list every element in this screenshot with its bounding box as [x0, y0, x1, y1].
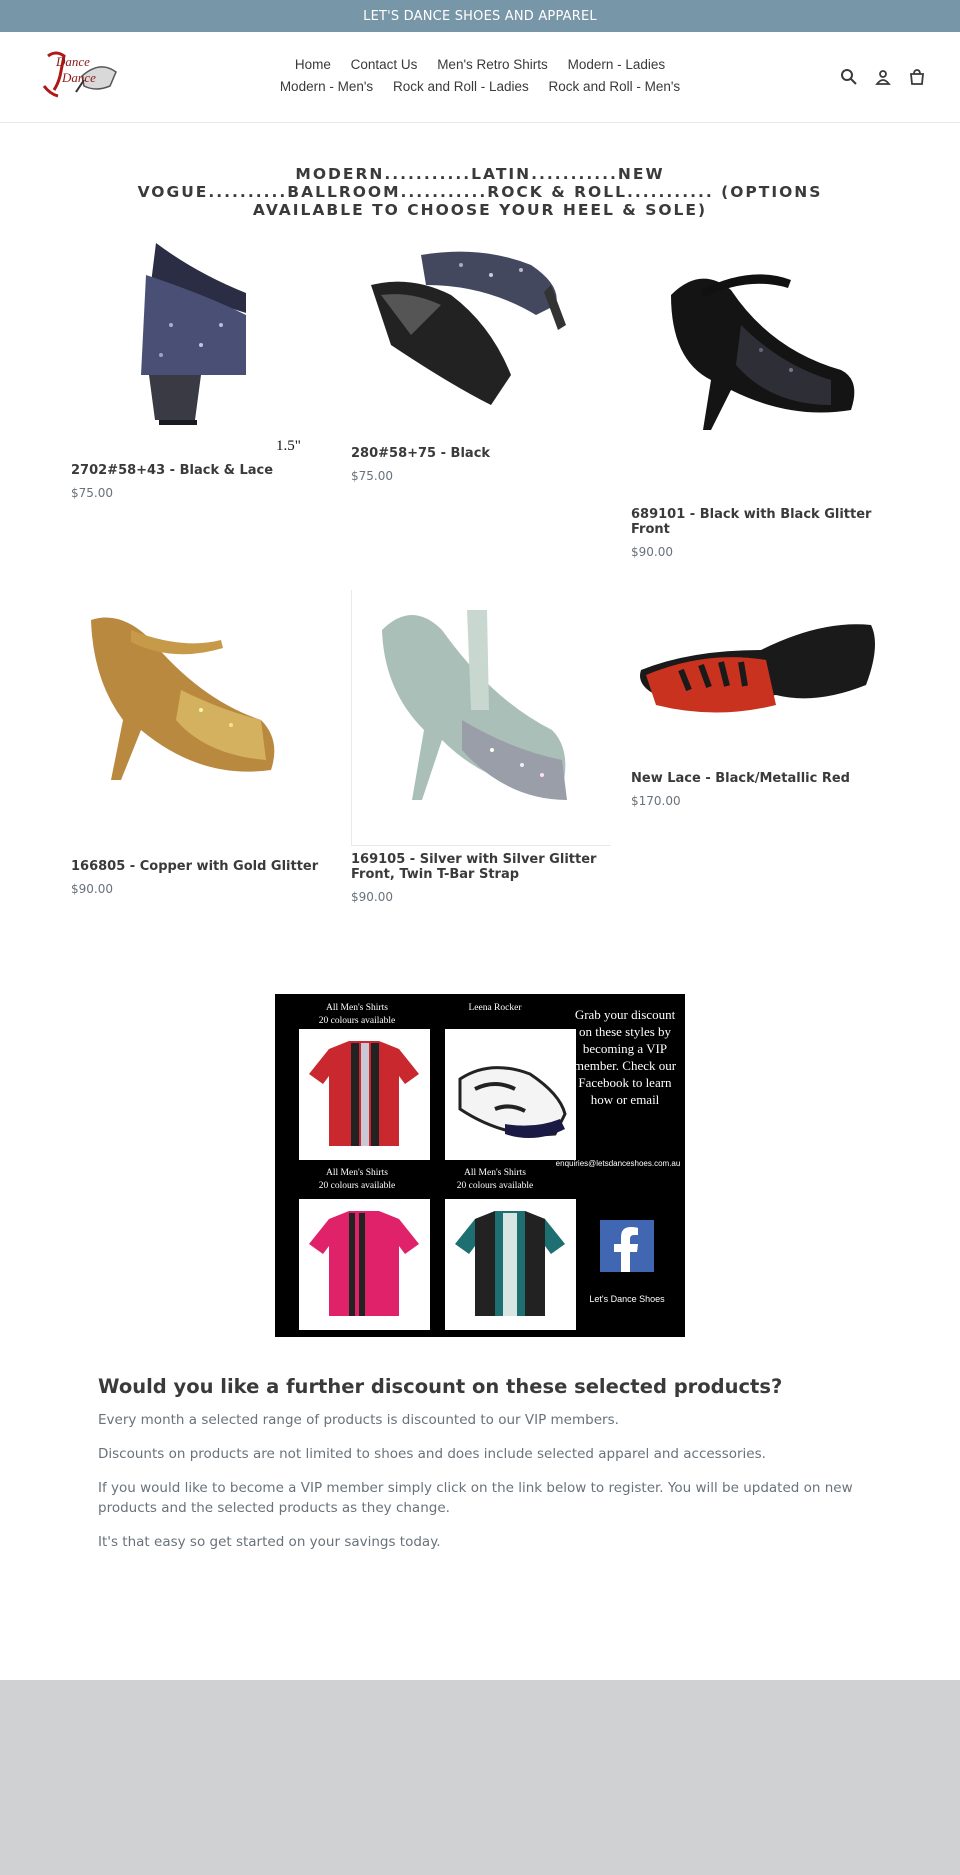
promo-banner[interactable] — [275, 994, 685, 1337]
product-image[interactable] — [351, 590, 611, 846]
product-image[interactable] — [71, 590, 331, 853]
shoe-image-leena — [445, 1029, 576, 1160]
discount-paragraph-3: If you would like to become a VIP member simply click on the link below to register. You will be updated on new products and the selected products as they change. — [98, 1480, 853, 1516]
logo-text-2: Dance — [62, 70, 96, 85]
promo-facebook-label: Let's Dance Shoes — [589, 1294, 665, 1304]
shirt-image-pink — [299, 1199, 430, 1330]
product-card[interactable] — [71, 590, 331, 896]
product-price: $75.00 — [351, 469, 393, 483]
discount-heading: Would you like a further discount on these selected products? — [98, 1375, 783, 1398]
product-image[interactable] — [71, 235, 331, 457]
product-image[interactable] — [351, 235, 611, 440]
collection-title: MODERN...........LATIN...........NEW VOGUE..........BALLROOM...........ROCK & ROLL........... (OPTIONS AVAILABLE TO CHOOSE YOUR HEEL & SOLE) — [137, 165, 823, 219]
product-card[interactable] — [631, 235, 891, 559]
product-price: $90.00 — [71, 882, 113, 896]
promo-label-shirts-2: All Men's Shirts 20 colours available — [318, 1168, 396, 1191]
product-price: $170.00 — [631, 794, 681, 808]
main-nav — [270, 54, 690, 98]
nav-home[interactable]: Home — [294, 57, 331, 72]
product-price: $75.00 — [71, 486, 113, 500]
logo[interactable] — [38, 46, 120, 104]
discount-paragraph-1: Every month a selected range of products is discounted to our VIP members. — [98, 1412, 619, 1428]
promo-label-shirts-1: All Men's Shirts 20 colours available — [318, 1003, 396, 1026]
product-card[interactable] — [351, 590, 611, 904]
discount-section — [98, 1375, 868, 1566]
nav-rock-and-roll-ladies[interactable]: Rock and Roll - Ladies — [392, 79, 529, 94]
account-icon[interactable] — [874, 68, 892, 86]
discount-paragraph-4: It's that easy so get started on your savings today. — [98, 1534, 441, 1550]
product-card[interactable] — [631, 590, 891, 808]
cart-icon[interactable] — [908, 68, 926, 86]
facebook-icon[interactable] — [600, 1220, 654, 1272]
logo-text-1: Dance — [56, 54, 90, 69]
product-card[interactable] — [71, 235, 331, 500]
site-footer — [0, 1680, 960, 1875]
promo-grab-text: Grab your discount on these styles by becoming a VIP member. Check our Facebook to learn how or email — [573, 1007, 677, 1107]
product-title[interactable]: 169105 - Silver with Silver Glitter Front, Twin T-Bar Strap — [351, 852, 597, 882]
header-icons — [840, 68, 926, 86]
product-price: $90.00 — [351, 890, 393, 904]
product-title[interactable]: 166805 - Copper with Gold Glitter — [71, 859, 319, 874]
announcement-bar — [0, 0, 960, 32]
product-card[interactable] — [351, 235, 611, 483]
nav-contact-us[interactable]: Contact Us — [350, 57, 418, 72]
nav-modern-mens[interactable]: Modern - Men's — [279, 79, 374, 94]
product-image[interactable] — [631, 235, 891, 501]
product-price: $90.00 — [631, 545, 673, 559]
discount-paragraph-2: Discounts on products are not limited to shoes and does include selected apparel and accessories. — [98, 1446, 766, 1462]
nav-mens-retro-shirts[interactable]: Men's Retro Shirts — [437, 57, 548, 72]
shirt-image-teal — [445, 1199, 576, 1330]
promo-email[interactable]: enquiries@letsdanceshoes.com.au — [555, 1159, 681, 1168]
nav-rock-and-roll-mens[interactable]: Rock and Roll - Men's — [548, 79, 681, 94]
product-title[interactable]: New Lace - Black/Metallic Red — [631, 771, 850, 786]
announcement-text: LET'S DANCE SHOES AND APPAREL — [363, 8, 597, 24]
product-title[interactable]: 2702#58+43 - Black & Lace — [71, 463, 274, 478]
promo-label-shirts-3: All Men's Shirts 20 colours available — [456, 1168, 534, 1191]
product-title[interactable]: 689101 - Black with Black Glitter Front — [631, 507, 872, 537]
promo-label-leena: Leena Rocker — [468, 1003, 522, 1013]
product-title[interactable]: 280#58+75 - Black — [351, 446, 491, 461]
shirt-image-red — [299, 1029, 430, 1160]
nav-modern-ladies[interactable]: Modern - Ladies — [567, 57, 666, 72]
search-icon[interactable] — [840, 68, 858, 86]
product-image-caption: 1.5" — [276, 438, 301, 454]
product-image[interactable] — [631, 590, 891, 765]
site-header — [0, 32, 960, 123]
